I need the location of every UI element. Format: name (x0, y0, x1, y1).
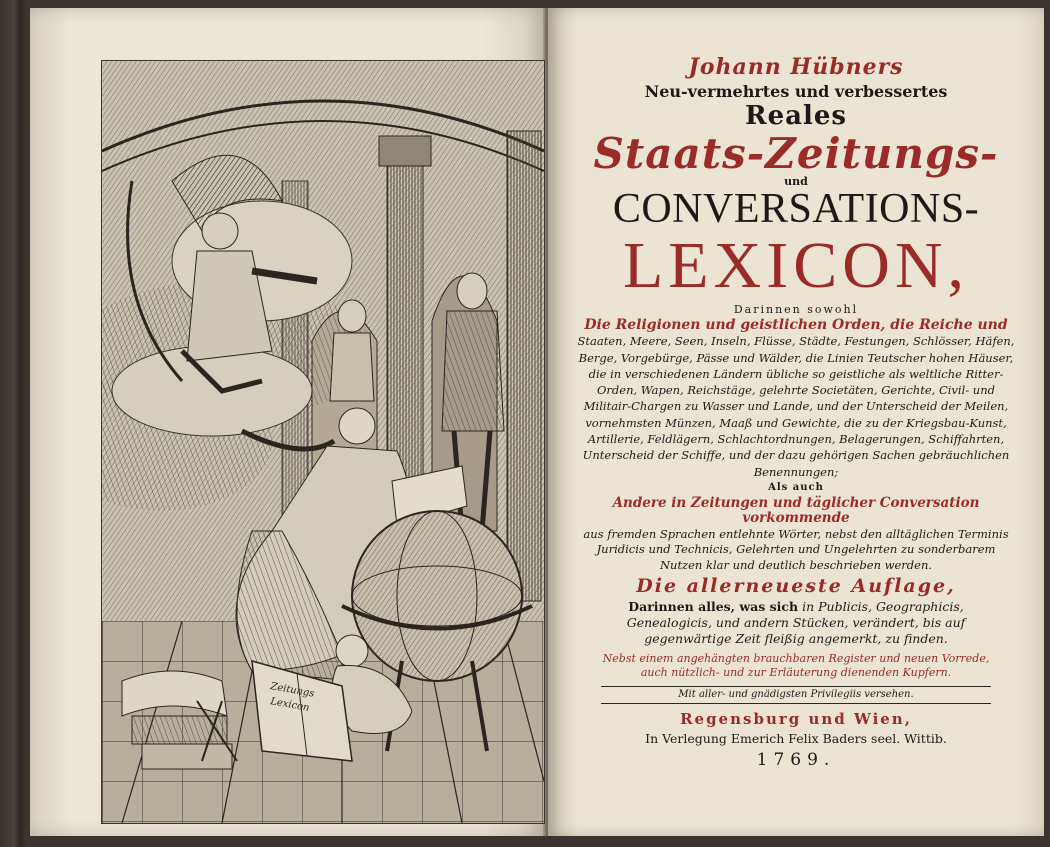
reales-heading: Reales (744, 101, 848, 131)
paragraph-1-body: Staaten, Meere, Seen, Inseln, Flüsse, Städte, Festungen, Schlösser, Häfen, Berge, Vorgebürge, Pässe und Wälder, die Linien Teutscher hohen Häuser, die in verschiedenen Ländern übliche so geistliche als weltliche Ritter-Orden, Wapen, Reichstäge, gelehrte Societäten, Gerichte, Civil- und Militair-Chargen zu Wasser und Lande, und der Unterscheid der Meilen, vornehmsten Münzen, Maaß und Gewichte, die zu der Kriegsbau-Kunst, Artillerie, Feldlägern, Schlachtordnungen, Belagerungen, Schiffahrten, Unterscheid der Schiffe, und der dazu gehörigen Sachen gebräuchlichen Benennungen; (577, 334, 1015, 479)
book-label-1: Zeitungs (269, 681, 316, 700)
paragraph-1-lead: Die Religionen und geistlichen Orden, die Reiche und (584, 317, 1008, 333)
publication-year: 1769. (756, 750, 836, 771)
paragraph-3-lead: Darinnen alles, was sich (628, 599, 799, 615)
publisher-line: In Verlegung Emerich Felix Baders seel. Wittib. (645, 731, 947, 747)
privilege-line: Mit aller- und gnädigsten Privilegiis versehen. (678, 689, 914, 701)
paragraph-2-body: aus fremden Sprachen entlehnte Wörter, nebst den alltäglichen Terminis Juridicis und Technicis, Gelehrten und Ungelehrten zu sonderbarem Nutzen klar und deutlich beschrieben werden. (583, 526, 1009, 572)
lexicon-heading: LEXICON, (622, 229, 970, 302)
engraving-illustration (102, 61, 544, 823)
edition-heading: Die allerneueste Auflage, (636, 575, 956, 598)
contents-paragraph-2 (581, 496, 1011, 574)
paragraph-2-lead: Andere in Zeitungen und täglicher Conversation vorkommende (612, 494, 980, 527)
paragraph-3-body: in Publicis, Geographicis, Genealogicis, und andern Stücken, verändert, bis auf gegenwärtige Zeit fleißig angemerkt, zu finden. (626, 599, 966, 647)
author-name: Johann Hübners (688, 54, 904, 80)
appendix-note: Nebst einem angehängten brauchbaren Register und neuen Vorrede, auch nützlich- und zur Erläuterung dienenden Kupfern. (602, 652, 990, 680)
frontispiece-engraving (101, 60, 545, 824)
contents-paragraph-1 (576, 317, 1016, 480)
book-label-2: Lexicon (269, 696, 311, 714)
place-of-publication: Regensburg und Wien, (680, 710, 912, 729)
als-auch-line: Als auch (768, 481, 824, 493)
title-page-text (548, 40, 1044, 773)
contents-paragraph-3 (596, 599, 996, 647)
divider-rule-bottom (601, 703, 991, 704)
conversations-heading: CONVERSATIONS- (612, 186, 980, 232)
darinnen-line: Darinnen sowohl (733, 303, 859, 316)
und-connector: und (784, 175, 808, 188)
subtitle: Neu-vermehrtes und verbessertes (644, 82, 948, 101)
staats-zeitungs-heading: Staats-Zeitungs- (593, 129, 999, 178)
